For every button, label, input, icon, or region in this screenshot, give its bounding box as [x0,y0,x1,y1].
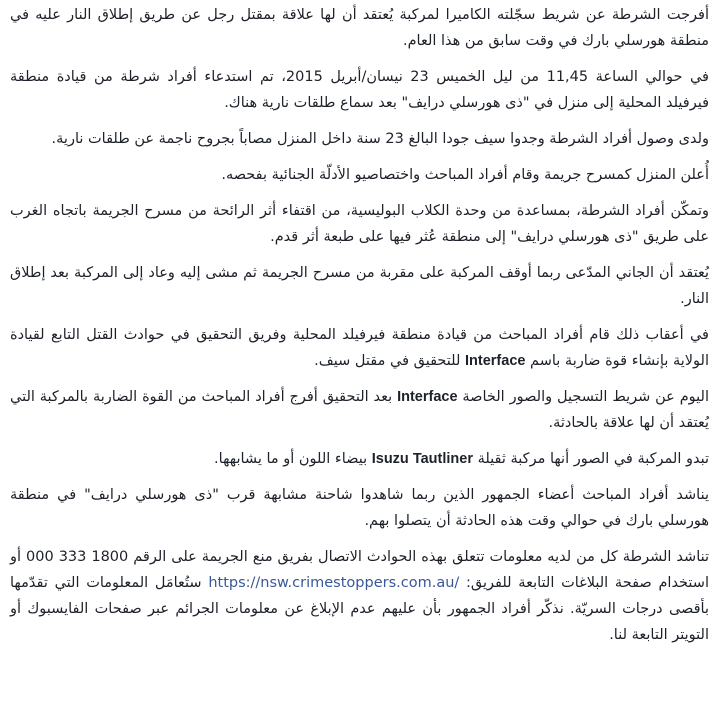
paragraph-offender-vehicle: يُعتقد أن الجاني المدّعى ربما أوقف المركبة على مقربة من مسرح الجريمة ثم مشى إليه وعاد إلى المركبة بعد إطلاق النار. [10,265,709,307]
strike-force-name: Interface [397,389,458,405]
paragraph-text: بعد التحقيق أفرج أفراد المباحث من القوة الضاربة بالمركبة التي يُعتقد أن لها علاقة بالحادثة. [10,389,709,431]
paragraph-footage-release: أفرجت الشرطة عن شريط سجّلته الكاميرا لمركبة يُعتقد أن لها علاقة بمقتل رجل عن طريق إطلاق النار عليه في منطقة هورسلي بارك في وقت سابق من هذا العام. [10,7,709,49]
paragraph-text: تناشد الشرطة كل من لديه معلومات تتعلق بهذه الحوادث الاتصال بفريق منع الجريمة على الرقم 1800 333 000 أو استخدام صفحة البلاغات التابعة للفريق: [10,549,710,591]
paragraph-victim-found: ولدى وصول أفراد الشرطة وجدوا سيف جودا البالغ 23 سنة داخل المنزل مصاباً بجروح ناجمة عن طلقات نارية. [51,131,709,147]
strike-force-name: Interface [465,353,526,369]
paragraph-text: بيضاء اللون أو ما يشابهها. [214,451,372,467]
paragraph-footage-today [10,384,709,436]
paragraph-text: اليوم عن شريط التسجيل والصور الخاصة [457,389,709,405]
paragraph-truck-description [10,446,709,472]
paragraph-incident-time: في حوالي الساعة 11,45 من ليل الخميس 23 نيسان/أبريل 2015، تم استدعاء أفراد شرطة من قيادة منطقة فيرفيلد المحلية إلى منزل في "ذى هورسلي درايف" بعد سماع طلقات نارية هناك. [10,69,709,111]
paragraph-text: ستُعامَل المعلومات التي تقدّمها بأقصى درجات السريّة. نذكّر أفراد الجمهور بأن عليهم عدم الإبلاغ عن معلومات الجرائم عبر صفحات الفايسبوك أو التويتر التابعة لنا. [10,575,709,643]
paragraph-text: تبدو المركبة في الصور أنها مركبة ثقيلة [472,451,709,467]
paragraph-text: للتحقيق في مقتل سيف. [314,353,465,369]
paragraph-crime-scene: أُعلن المنزل كمسرح جريمة وقام أفراد المباحث واختصاصيو الأدلّة الجنائية بفحصه. [221,167,709,183]
truck-model: Isuzu Tautliner [371,451,473,467]
crimestoppers-link[interactable]: https://nsw.crimestoppers.com.au/ [208,575,460,591]
paragraph-text: في أعقاب ذلك قام أفراد المباحث من قيادة منطقة فيرفيلد المحلية وفريق التحقيق في حوادث القتل التابع لقيادة الولاية بإنشاء قوة ضاربة باسم [10,327,709,369]
paragraph-crime-stoppers [10,544,709,648]
paragraph-dog-unit: وتمكّن أفراد الشرطة، بمساعدة من وحدة الكلاب البوليسية، من اقتفاء أثر الرائحة من مسرح الجريمة باتجاه الغرب على طريق "ذى هورسلي درايف" إلى منطقة عُثر فيها على طبعة أثر قدم. [10,203,709,245]
paragraph-public-appeal: يناشد أفراد المباحث أعضاء الجمهور الذين ربما شاهدوا شاحنة مشابهة قرب "ذى هورسلي درايف" في منطقة هورسلي بارك في حوالي وقت هذه الحادثة أن يتصلوا بهم. [10,487,709,529]
paragraph-strike-force [10,322,709,374]
